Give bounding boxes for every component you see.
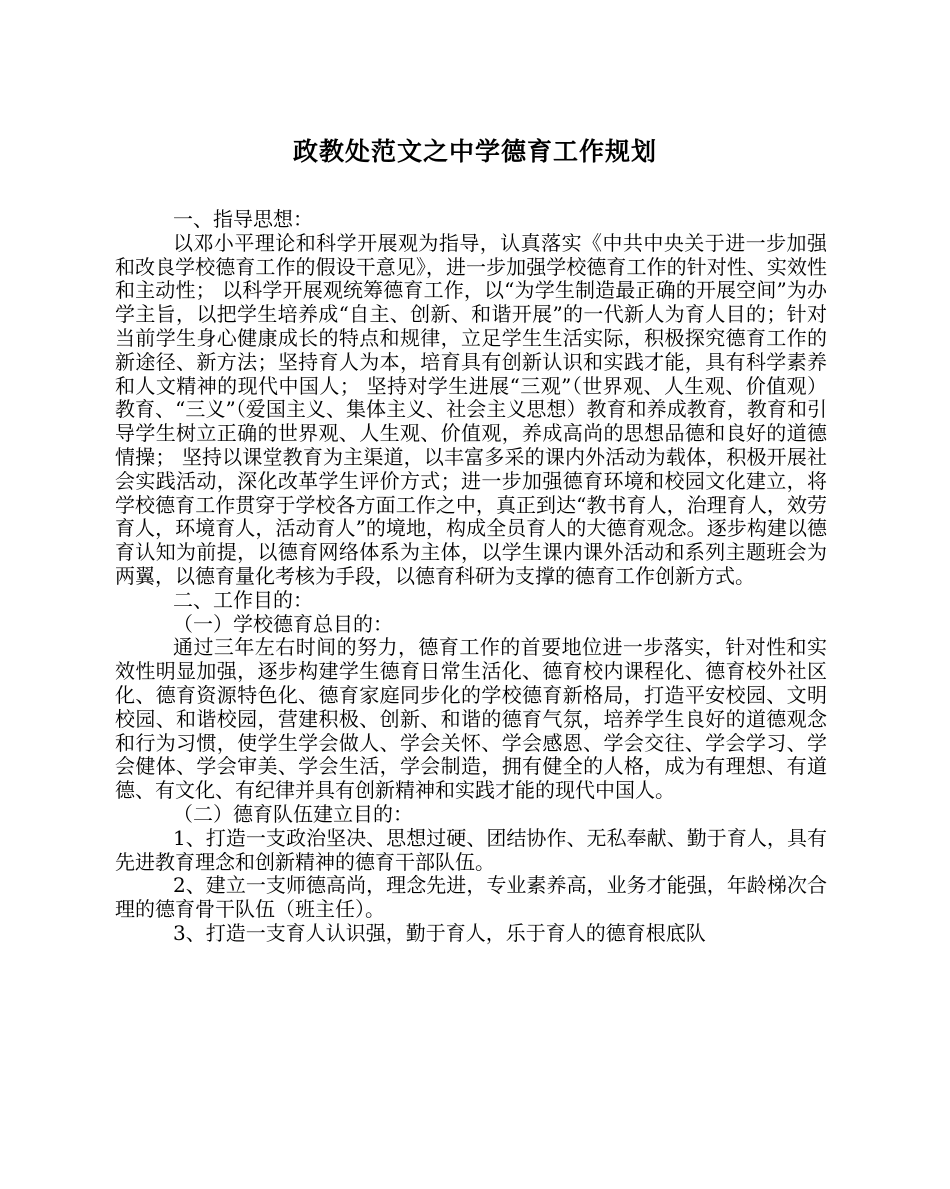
list-item-3: 3、打造一支育人认识强，勤于育人，乐于育人的德育根底队 [173,920,706,945]
section-heading-guiding-ideology: 一、指导思想： [173,207,313,231]
subheading-team-building-goal: （二）德育队伍建立目的： [173,801,413,826]
paragraph-guiding-ideology: 以邓小平理论和科学开展观为指导，认真落实《中共中央关于进一步加强和改良学校德育工作的假设干意见》，进一步加强学校德育工作的针对性、实效性和主动性； 以科学开展观统筹德育工作，以“为学生制造最正确的开展空间”为办学主旨，以把学生培养成“自主、创新、和谐开展”的一代新人为育人目的；针对当前学生身心健康成长的特点和规律，立足学生生活实际，积极探究德育工作的新途径、新方法；坚持育人为本，培育具有创新认识和实践才能，具有科学素养和人文精神的现代中国人； 坚持对学生进展“三观”（世界观、人生观、价值观）教育、“三义”（爱国主义、集体主义、社会主义思想）教育和养成教育，教育和引导学生树立正确的世界观、人生观、价值观，养成高尚的思想品德和良好的道德情操； 坚持以课堂教育为主渠道，以丰富多采的课内外活动为载体，积极开展社会实践活动，深化改革学生评价方式；进一步加强德育环境和校园文化建立，将学校德育工作贯穿于学校各方面工作之中，真正到达“教书育人，治理育人，效劳育人，环境育人，活动育人”的境地，构成全员育人的大德育观念。逐步构建以德育认知为前提，以德育网络体系为主体，以学生课内课外活动和系列主题班会为两翼，以德育量化考核为手段，以德育科研为支撑的德育工作创新方式。 [115,230,827,588]
list-item-2: 2、建立一支师德高尚，理念先进，专业素养高，业务才能强，年龄梯次合理的德育骨干队伍（班主任）。 [115,873,827,922]
document-title: 政教处范文之中学德育工作规划 [292,137,657,166]
document-body [115,208,827,946]
section-heading-work-goals: 二、工作目的： [173,587,313,612]
subheading-school-moral-goal: （一）学校德育总目的： [173,611,393,636]
list-item-1: 1、打造一支政治坚决、思想过硬、团结协作、无私奉献、勤于育人，具有先进教育理念和创新精神的德育干部队伍。 [115,825,827,874]
paragraph-school-moral-goal: 通过三年左右时间的努力，德育工作的首要地位进一步落实，针对性和实效性明显加强，逐步构建学生德育日常生活化、德育校内课程化、德育校外社区化、德育资源特色化、德育家庭同步化的学校德育新格局，打造平安校园、文明校园、和谐校园，营建积极、创新、和谐的德育气氛，培养学生良好的道德观念和行为习惯，使学生学会做人、学会关怀、学会感恩、学会交往、学会学习、学会健体、学会审美、学会生活，学会制造，拥有健全的人格，成为有理想、有道德、有文化、有纪律并具有创新精神和实践才能的现代中国人。 [115,635,827,803]
